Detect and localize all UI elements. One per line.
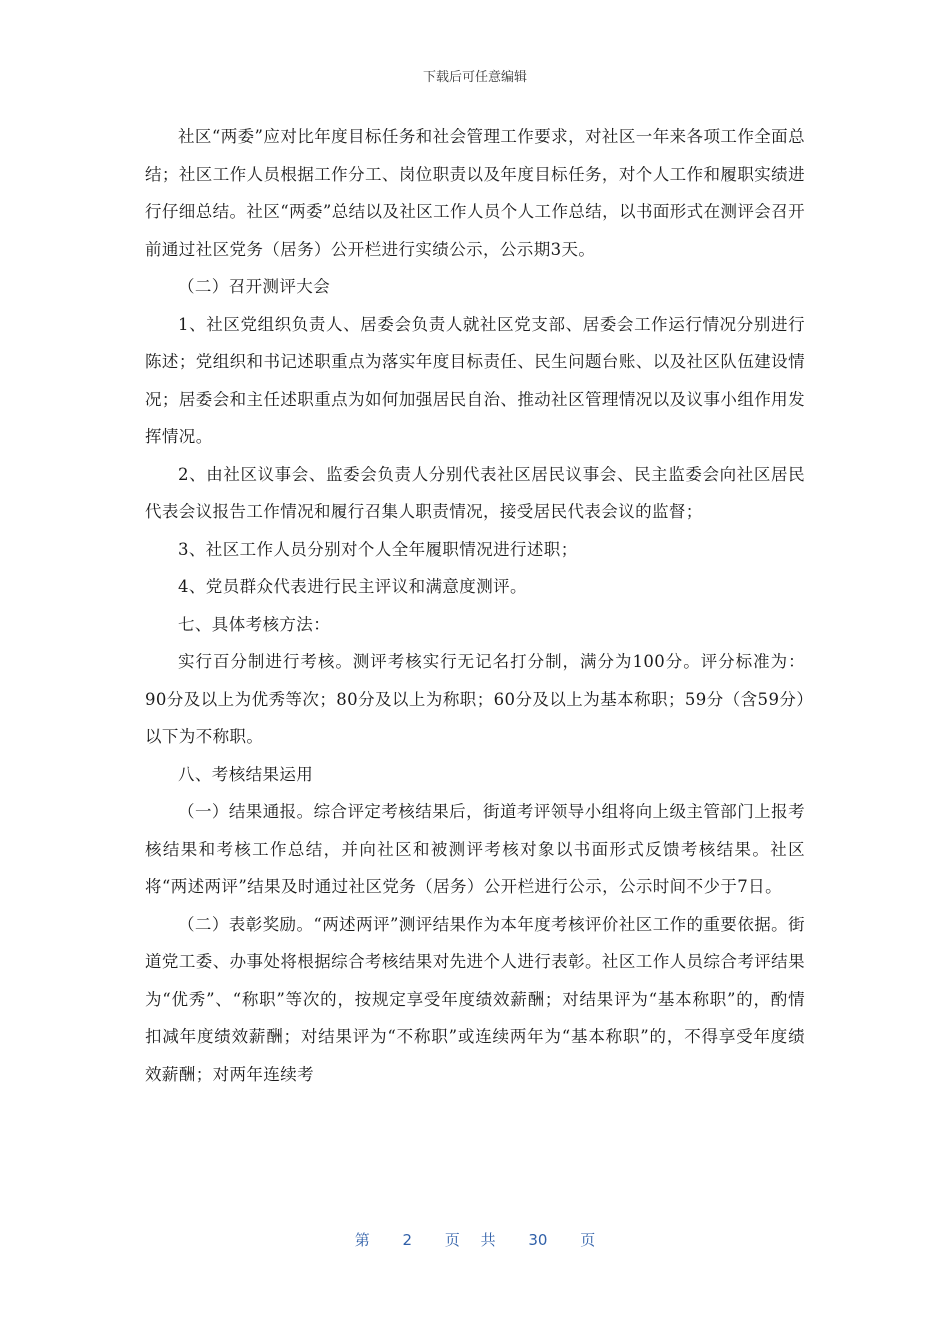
footer-suffix: 页 [580,1231,596,1249]
section-heading: （二）召开测评大会 [178,277,331,296]
paragraph: 实行百分制进行考核。测评考核实行无记名打分制，满分为100分。评分标准为：90分及以上为优秀等次；80分及以上为称职；60分及以上为基本称职；59分（含59分）以下为不称职。 [145,652,805,746]
document-body [145,118,805,1093]
footer-total-pages: 30 [528,1231,548,1249]
paragraph: 1、社区党组织负责人、居委会负责人就社区党支部、居委会工作运行情况分别进行陈述；党组织和书记述职重点为落实年度目标责任、民生问题台账、以及社区队伍建设情况；居委会和主任述职重点为如何加强居民自治、推动社区管理情况以及议事小组作用发挥情况。 [145,314,805,446]
footer-middle: 页 共 [444,1231,496,1249]
section-heading: 八、考核结果运用 [178,764,314,784]
paragraph: （一）结果通报。综合评定考核结果后，街道考评领导小组将向上级主管部门上报考核结果和考核工作总结，并向社区和被测评考核对象以书面形式反馈考核结果。社区将“两述两评”结果及时通过社区党务（居务）公开栏进行公示，公示时间不少于7日。 [145,802,805,896]
paragraph: （二）表彰奖励。“两述两评”测评结果作为本年度考核评价社区工作的重要依据。街道党工委、办事处将根据综合考核结果对先进个人进行表彰。社区工作人员综合考评结果为“优秀”、“称职”等次的，按规定享受年度绩效薪酬；对结果评为“基本称职”的，酌情扣减年度绩效薪酬；对结果评为“不称职”或连续两年为“基本称职”的，不得享受年度绩效薪酬；对两年连续考 [145,914,805,1084]
paragraph: 2、由社区议事会、监委会负责人分别代表社区居民议事会、民主监委会向社区居民代表会议报告工作情况和履行召集人职责情况，接受居民代表会议的监督； [145,464,805,521]
footer-prefix: 第 [354,1231,370,1249]
section-heading: 七、具体考核方法： [178,614,331,634]
paragraph: 社区“两委”应对比年度目标任务和社会管理工作要求，对社区一年来各项工作全面总结；社区工作人员根据工作分工、岗位职责以及年度目标任务，对个人工作和履职实绩进行仔细总结。社区“两委”总结以及社区工作人员个人工作总结，以书面形式在测评会召开前通过社区党务（居务）公开栏进行实绩公示，公示期3天。 [145,127,805,259]
page-footer [0,1229,950,1250]
footer-page-number: 2 [402,1231,413,1249]
paragraph: 3、社区工作人员分别对个人全年履职情况进行述职； [178,539,578,559]
paragraph: 4、党员群众代表进行民主评议和满意度测评。 [178,577,527,596]
page-header: 下载后可任意编辑 [422,70,527,85]
